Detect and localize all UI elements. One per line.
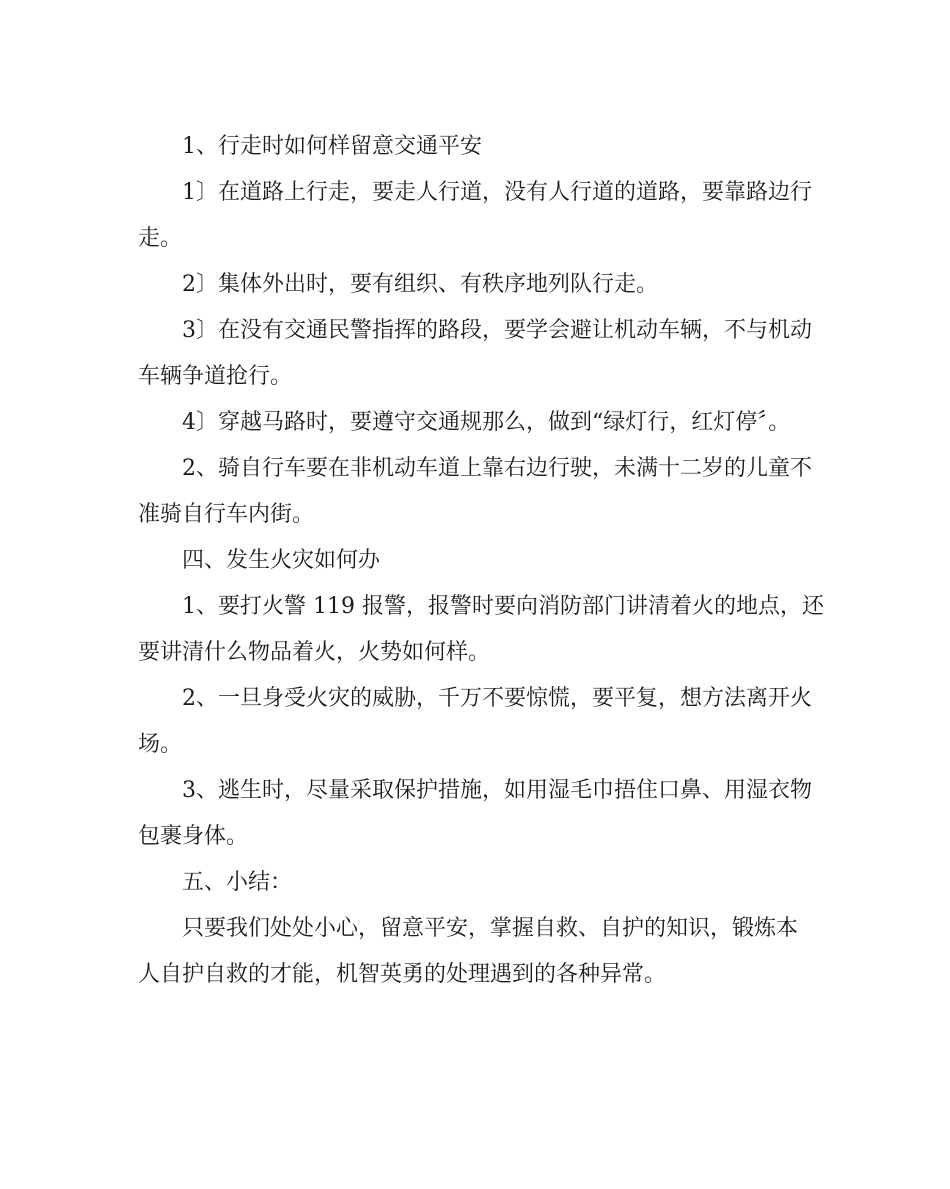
text-line: 准骑自行车内街。 — [138, 502, 315, 527]
paragraph-yield-vehicles — [138, 308, 812, 400]
text-line: 五、小结： — [182, 870, 293, 895]
text-line: 人自护自救的才能，机智英勇的处理遇到的各种异常。 — [138, 962, 667, 987]
text-line: 包裹身体。 — [138, 824, 249, 849]
text-line: 4〕穿越马路时，要遵守交通规那么，做到“绿灯行，红灯停〞。 — [182, 410, 791, 435]
paragraph-escape-protection — [138, 768, 812, 860]
text-line: 四、发生火灾如何办 — [182, 548, 381, 573]
text-line: 3、逃生时，尽量采取保护措施，如用湿毛巾捂住口鼻、用湿衣物 — [182, 778, 812, 803]
text-line: 2、一旦身受火灾的威胁，千万不要惊慌，要平复，想方法离开火 — [182, 686, 812, 711]
paragraph-walk-on-sidewalk — [138, 170, 812, 262]
text-line: 1、要打火警 119 报警，报警时要向消防部门讲清着火的地点，还 — [182, 594, 824, 619]
paragraph-summary — [138, 906, 808, 998]
section-heading-summary — [138, 860, 808, 906]
text-line: 1〕在道路上行走，要走人行道，没有人行道的道路，要靠路边行 — [182, 180, 812, 205]
text-line: 场。 — [138, 732, 183, 757]
paragraph-walking-safety-heading — [138, 124, 808, 170]
text-line: 车辆争道抢行。 — [138, 364, 293, 389]
text-line: 1、行走时如何样留意交通平安 — [182, 134, 482, 159]
text-line: 走。 — [138, 226, 183, 251]
text-line: 3〕在没有交通民警指挥的路段，要学会避让机动车辆，不与机动 — [182, 318, 812, 343]
text-line: 要讲清什么物品着火，火势如何样。 — [138, 640, 491, 665]
text-line: 2、骑自行车要在非机动车道上靠右边行驶，未满十二岁的儿童不 — [182, 456, 812, 481]
paragraph-stay-calm — [138, 676, 812, 768]
paragraph-bicycle-rules — [138, 446, 812, 538]
paragraph-call-119 — [138, 584, 824, 676]
paragraph-group-outing — [138, 262, 808, 308]
text-line: 2〕集体外出时，要有组织、有秩序地列队行走。 — [182, 272, 658, 297]
section-heading-fire — [138, 538, 808, 584]
text-line: 只要我们处处小心，留意平安，掌握自救、自护的知识，锻炼本 — [182, 916, 799, 941]
paragraph-crossing-road — [138, 400, 808, 446]
document-body — [138, 124, 824, 998]
